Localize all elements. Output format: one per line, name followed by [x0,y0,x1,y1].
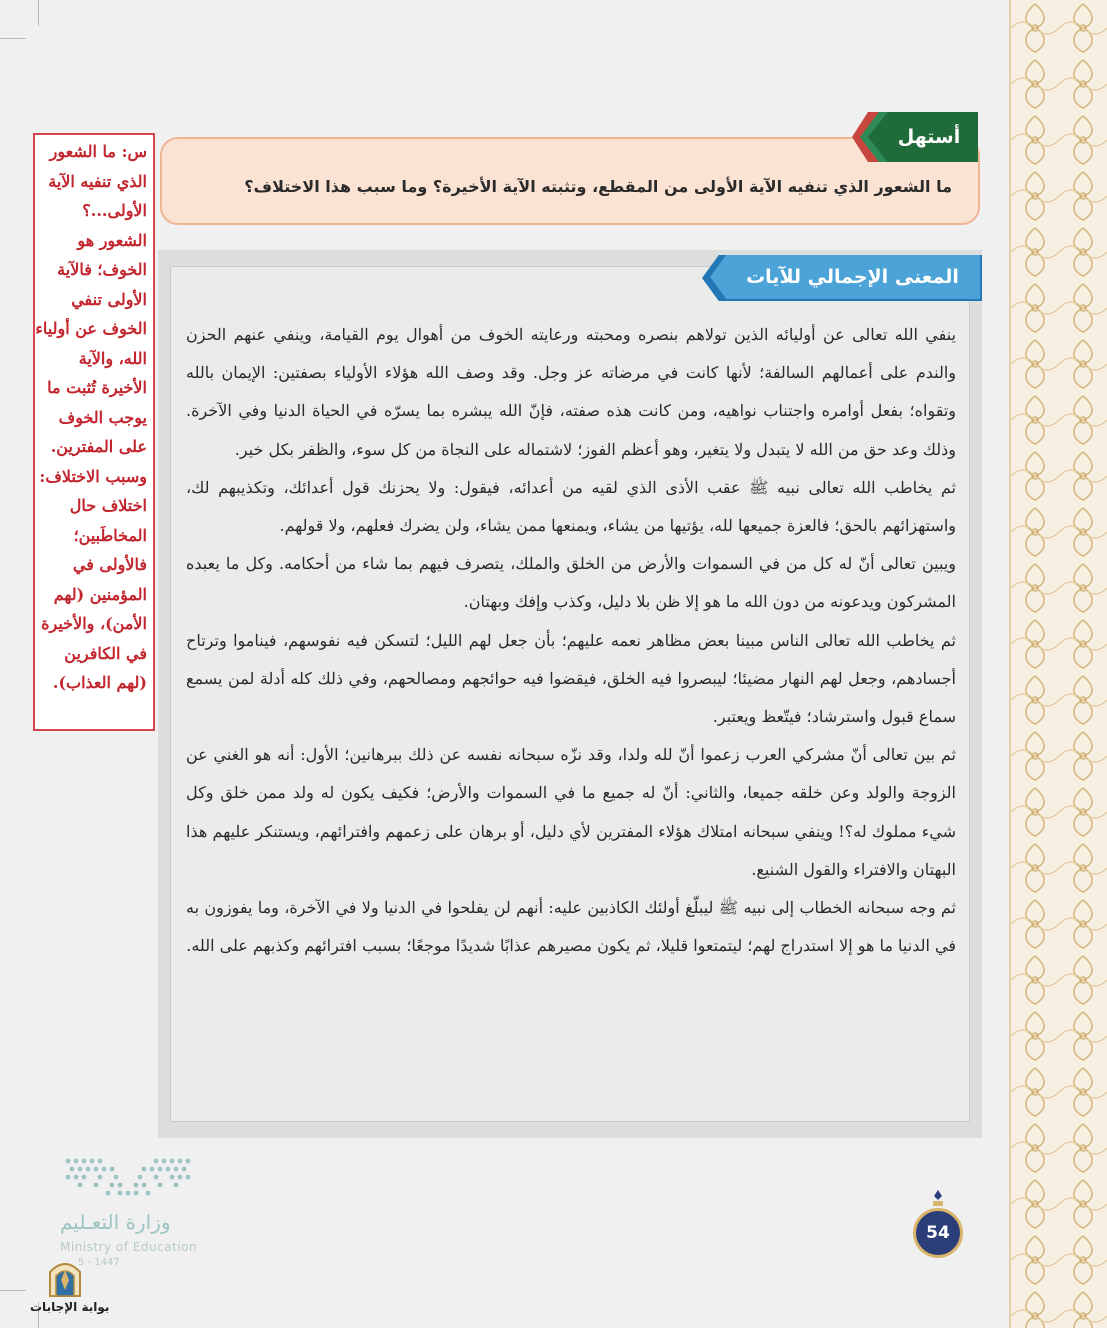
intro-question: ما الشعور الذي تنفيه الآية الأولى من المقطع، وتثبته الآية الأخيرة؟ وما سبب هذا الاختلاف؟ [244,177,952,196]
answers-portal-label: بوابة الإجابات [30,1300,110,1314]
crop-mark [0,38,26,39]
section-body [186,316,956,965]
ministry-name-arabic: وزارة التعـليم [60,1210,171,1234]
paragraph: ثم يخاطب الله تعالى نبيه ﷺ عقب الأذى الذي لقيه من أعدائه، فيقول: ولا يحزنك قول أعدائك، وتكذيبهم لك، واستهزائهم بالحق؛ فالعزة جميعها لله، يؤتيها من يشاء، ويمنعها ممن يشاء، ولن يضرك فعلهم، ولا قولهم. [186,477,956,536]
crop-mark [38,0,39,26]
side-answer-text: س: ما الشعور الذي تنفيه الآية الأولى...؟ الشعور هو الخوف؛ فالآية الأولى تنفي الخوف عن أولياء الله، والآية الأخيرة تُثبت ما يوجب الخوف على المفترين. وسبب الاختلاف: اختلاف حال المخاطَبين؛ فالأولى في المؤمنين (لهم الأمن)، والأخيرة في الكافرين (لهم العذاب). [35,142,147,692]
ministry-logo-icon [60,1155,200,1200]
intro-question-box [160,137,980,225]
answers-portal-logo-icon [44,1256,86,1298]
paragraph: ثم بين تعالى أنّ مشركي العرب زعموا أنّ لله ولدا، وقد نزّه سبحانه نفسه عن ذلك ببرهانين؛ الأول: أنه هو الغني عن الزوجة والولد وعن خلقه جميعا، والثاني: أنّ له جميع ما في السموات والأرض؛ فكيف يكون له ولد ممن خلق وكل شيء مملوك له؟! وينفي سبحانه امتلاك هؤلاء المفترين لأي دليل، أو برهان على زعمهم وافترائهم، ويستنكر عليهم هذا البهتان والافتراء والقول الشنيع. [186,745,956,879]
ornament-pattern [1011,0,1107,1328]
ministry-name-english: Ministry of Education [60,1240,198,1254]
section-heading: المعنى الإجمالي للآيات [746,266,959,288]
page-number: 54 [913,1208,963,1258]
decorative-border [1009,0,1107,1328]
page-number-ornament-icon [930,1190,946,1208]
paragraph: ثم وجه سبحانه الخطاب إلى نبيه ﷺ ليبلّغ أولئك الكاذبين عليه: أنهم لن يفلحوا في الدنيا ولا في الآخرة، وما يفوزون به في الدنيا ما هو إلا استدراج لهم؛ ليتمتعوا قليلا، ثم يكون مصيرهم عذابًا شديدًا موجعًا؛ بسبب افترائهم وكذبهم على الله. [186,898,956,956]
paragraph: ينفي الله تعالى عن أوليائه الذين تولاهم بنصره ومحبته ورعايته الخوف من أهوال يوم القيامة، وينفي عنهم الحزن والندم على أعمالهم السالفة؛ لأنها كانت في مرضاته عز وجل. وقد وصف الله هؤلاء الأولياء بصفتين: الإيمان بالله وتقواه؛ بفعل أوامره واجتناب نواهيه، ومن كانت هذه صفته، فإنّ الله يبشره بما يسرّه في الحياة الدنيا وفي الآخرة. وذلك وعد حق من الله لا يتبدل ولا يتغير، وهو أعظم الفوز؛ لاشتماله على النجاة من كل سوء، والظفر بكل خير. [186,325,956,459]
paragraph: ويبين تعالى أنّ له كل من في السموات والأرض من الخلق والملك، يتصرف فيهم بما شاء من أحكامه. وكل ما يعبده المشركون ويدعونه من دون الله ما هو إلا ظن بلا دليل، وكذب وإفك وبهتان. [186,554,956,612]
ministry-year: 5 - 1447 [78,1257,120,1268]
paragraph: ثم يخاطب الله تعالى الناس مبينا بعض مظاهر نعمه عليهم؛ بأن جعل لهم الليل؛ لتسكن فيه نفوسهم، فيناموا وترتاح أجسادهم، وجعل لهم النهار مضيئا؛ ليبصروا فيه الخلق، فيقضوا فيه حوائجهم ومصالحهم، وفي ذلك كله أدلة لمن يسمع سماع قبول واسترشاد؛ فيتّعظ ويعتبر. [186,630,956,727]
crop-mark [0,1290,26,1291]
intro-label: أستهل [897,126,961,148]
side-answer-note [33,133,155,731]
